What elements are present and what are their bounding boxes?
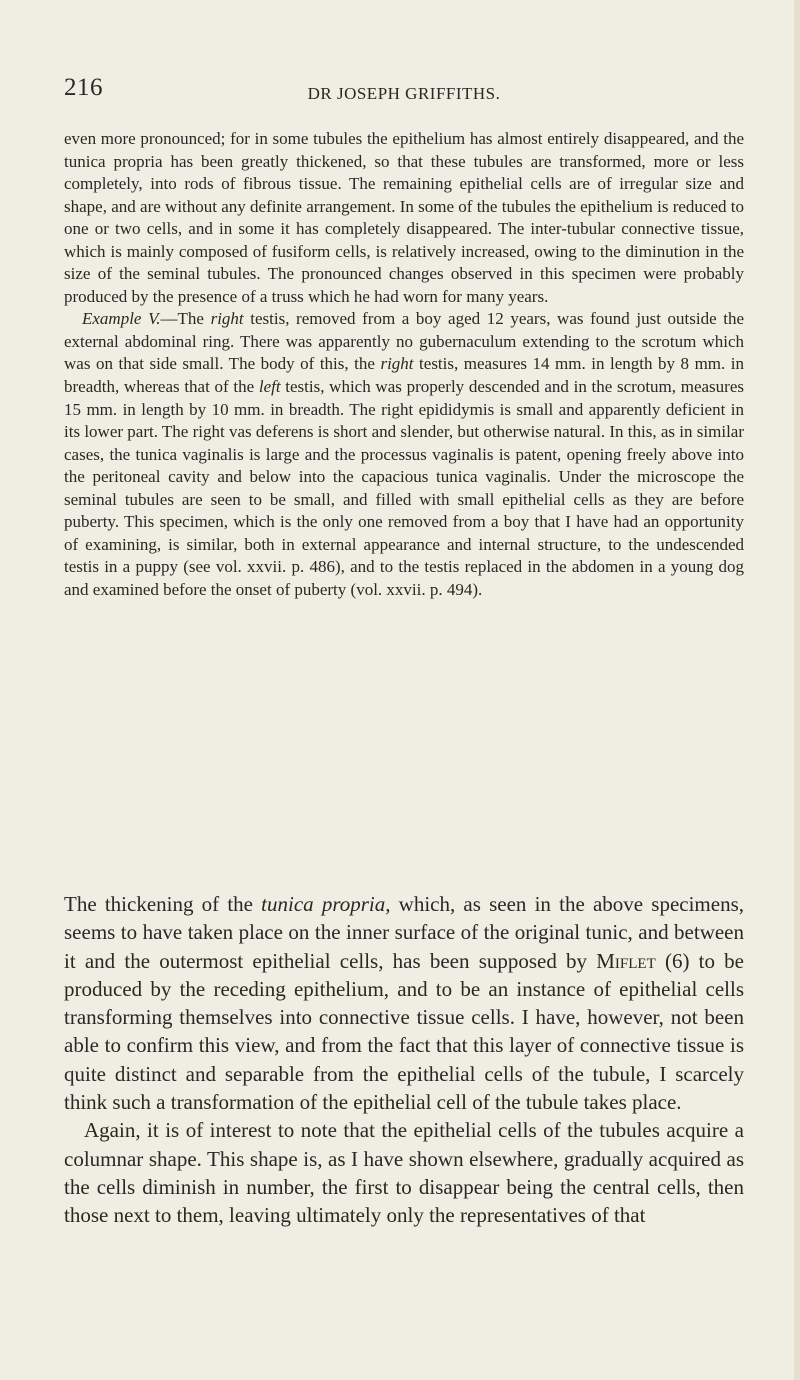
italic-right: right — [380, 354, 414, 374]
small-print-section — [64, 128, 744, 601]
example-label: Example V. — [82, 309, 161, 329]
running-title: DR JOSEPH GRIFFITHS. — [307, 84, 501, 103]
paragraph-continued: even more pronounced; for in some tubules the epithelium has almost entirely disappeared, and the tunica propria has been greatly thickened, so that these tubules are transformed, more or less completely, into rods of fibrous tissue. The remaining epithelial cells are of irregular size and shape, and are without any definite arrangement. In some of the tubules the epithelium is reduced to one or two cells, and in some it has completely disappeared. The inter-tubular connective tissue, which is mainly composed of fusiform cells, is relatively increased, owing to the diminution in the size of the seminal tubules. The pronounced changes observed in this specimen were probably produced by the presence of a truss which he had worn for many years. — [64, 129, 744, 306]
page-edge — [794, 0, 800, 1380]
italic-right: right — [210, 309, 244, 329]
paragraph-columnar: Again, it is of interest to note that the epithelial cells of the tubules acquire a columnar shape. This shape is, as I have shown elsewhere, gradually acquired as the cells diminish in number, the first to disappear being the central cells, then those next to them, leaving ultimately only the representatives of that — [64, 1118, 744, 1228]
paragraph-thickening: The thickening of the tunica propria, which, as seen in the above specimens, seems to have taken place on the inner surface of the original tunic, and between it and the outermost epithelial cells, has been supposed by Miflet (6) to be produced by the receding epithelium, and to be an instance of epithelial cells transforming themselves into connective tissue cells. I have, however, not been able to confirm this view, and from the fact that this layer of connective tissue is quite distinct and separable from the epithelial cells of the tubule, I scarcely think such a transformation of the epithelial cell of the tubule takes place. — [64, 892, 744, 1115]
italic-tunica-propria: tunica propria, — [261, 892, 391, 916]
paragraph-example-v: Example V.—The right testis, removed from a boy aged 12 years, was found just outside the external abdominal ring. There was apparently no gubernaculum extending to the scrotum which was on that side small. The body of this, the right testis, measures 14 mm. in length by 8 mm. in breadth, whereas that of the left testis, which was properly descended and in the scrotum, measures 15 mm. in length by 10 mm. in breadth. The right epididymis is small and apparently deficient in its lower part. The right vas deferens is short and slender, but otherwise natural. In this, as in similar cases, the tunica vaginalis is large and the processus vaginalis is patent, opening freely above into the peritoneal cavity and below into the capacious tunica vaginalis. Under the microscope the seminal tubules are seen to be small, and filled with small epithelial cells as they are before puberty. This specimen, which is the only one removed from a boy that I have had an opportunity of examining, is similar, both in external appearance and internal structure, to the undescended testis in a puppy (see vol. xxvii. p. 486), and to the testis replaced in the abdomen in a young dog and examined before the onset of puberty (vol. xxvii. p. 494). — [64, 309, 745, 599]
author-name: Miflet — [596, 948, 656, 973]
page-number: 216 — [64, 74, 103, 101]
main-text-section — [64, 890, 744, 1230]
page-header — [64, 74, 744, 114]
italic-left: left — [258, 377, 281, 397]
